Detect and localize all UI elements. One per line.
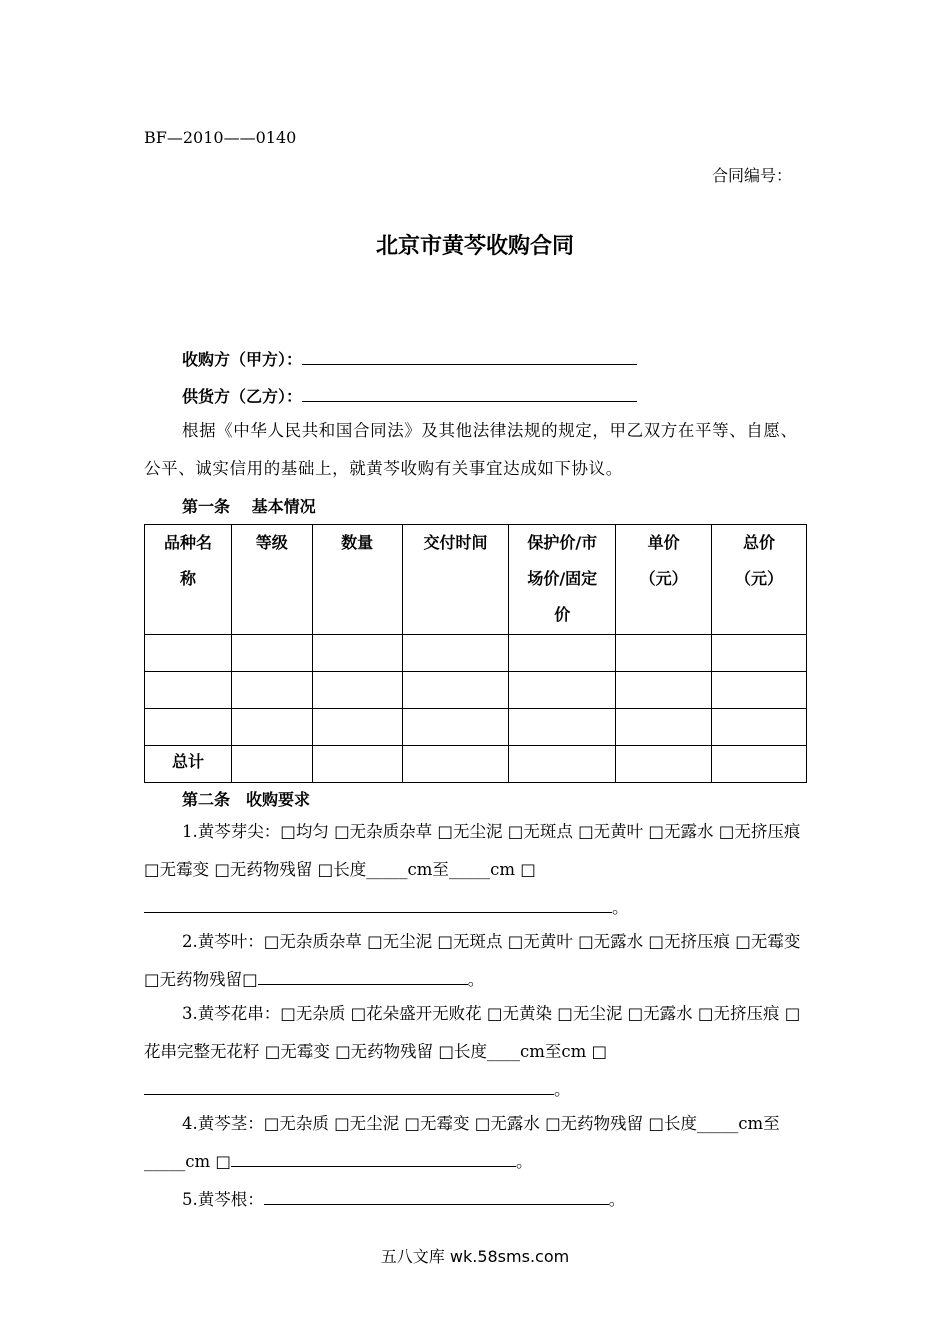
header-price-type: 保护价/市 场价/固定 价	[509, 525, 616, 635]
cell[interactable]	[712, 709, 807, 746]
table-total-row	[145, 746, 807, 783]
document-code: BF—2010——0140	[144, 128, 297, 147]
item-1-blank[interactable]	[144, 896, 612, 913]
contract-number-label: 合同编号：	[712, 166, 793, 185]
cell[interactable]	[616, 672, 712, 709]
cell[interactable]	[145, 672, 232, 709]
requirement-item-3: 3.黄芩花串：□无杂质 □花朵盛开无败花 □无黄染 □无尘泥 □无露水 □无挤压痕 □花串完整无花籽 □无霉变 □无药物残留 □长度____cm至cm □。	[144, 1004, 801, 1099]
table-header-row	[145, 525, 807, 635]
cell[interactable]	[231, 709, 312, 746]
cell[interactable]	[145, 709, 232, 746]
cell[interactable]	[402, 746, 509, 783]
requirement-item-2: 2.黄芩叶：□无杂质杂草 □无尘泥 □无斑点 □无黄叶 □无露水 □无挤压痕 □无霉变 □无药物残留□ 。	[144, 932, 801, 989]
cell[interactable]	[231, 746, 312, 783]
article-2-heading: 第二条 收购要求	[182, 790, 311, 809]
cell[interactable]	[402, 709, 509, 746]
supplier-line	[182, 384, 637, 407]
intro-paragraph: 根据《中华人民共和国合同法》及其他法律法规的规定，甲乙双方在平等、自愿、公平、诚实信用的基础上，就黄芩收购有关事宜达成如下协议。	[144, 421, 798, 478]
cell[interactable]	[402, 672, 509, 709]
item-3-blank[interactable]	[144, 1078, 554, 1095]
cell[interactable]	[616, 709, 712, 746]
total-label: 总计	[145, 746, 232, 783]
cell[interactable]	[509, 709, 616, 746]
cell[interactable]	[402, 635, 509, 672]
cell[interactable]	[712, 746, 807, 783]
cell[interactable]	[509, 746, 616, 783]
cell[interactable]	[145, 635, 232, 672]
buyer-blank[interactable]	[302, 348, 637, 365]
cell[interactable]	[616, 746, 712, 783]
item-5-blank[interactable]	[264, 1188, 609, 1205]
buyer-line	[182, 347, 637, 370]
cell[interactable]	[231, 672, 312, 709]
header-total-price: 总价 （元）	[712, 525, 807, 635]
requirement-item-4: 4.黄芩茎：□无杂质 □无尘泥 □无霉变 □无露水 □无药物残留 □长度_____cm至_____cm □ 。	[144, 1114, 780, 1171]
cell[interactable]	[231, 635, 312, 672]
article-1-heading: 第一条 基本情况	[182, 497, 316, 516]
table-row	[145, 672, 807, 709]
requirement-item-1: 1.黄芩芽尖：□均匀 □无杂质杂草 □无尘泥 □无斑点 □无黄叶 □无露水 □无挤压痕 □无霉变 □无药物残留 □长度_____cm至_____cm □ 。	[144, 822, 801, 917]
cell[interactable]	[312, 635, 402, 672]
cell[interactable]	[509, 672, 616, 709]
basic-info-table	[144, 524, 807, 783]
item-2-blank[interactable]	[258, 968, 468, 985]
cell[interactable]	[312, 746, 402, 783]
item-4-blank[interactable]	[231, 1150, 516, 1167]
footer-watermark: 五八文库 wk.58sms.com	[380, 1247, 570, 1266]
supplier-label: 供货方（乙方）：	[182, 387, 303, 406]
header-delivery-time: 交付时间	[402, 525, 509, 635]
table-row	[145, 635, 807, 672]
header-unit-price: 单价 （元）	[616, 525, 712, 635]
header-variety: 品种名 称	[145, 525, 232, 635]
header-grade: 等级	[231, 525, 312, 635]
cell[interactable]	[312, 672, 402, 709]
supplier-blank[interactable]	[302, 385, 637, 402]
cell[interactable]	[712, 635, 807, 672]
cell[interactable]	[312, 709, 402, 746]
cell[interactable]	[616, 635, 712, 672]
header-quantity: 数量	[312, 525, 402, 635]
buyer-label: 收购方（甲方）：	[182, 350, 303, 369]
requirement-item-5: 5.黄芩根： 。	[182, 1190, 626, 1209]
table-row	[145, 709, 807, 746]
page-title: 北京市黄芩收购合同	[375, 234, 574, 259]
cell[interactable]	[509, 635, 616, 672]
cell[interactable]	[712, 672, 807, 709]
